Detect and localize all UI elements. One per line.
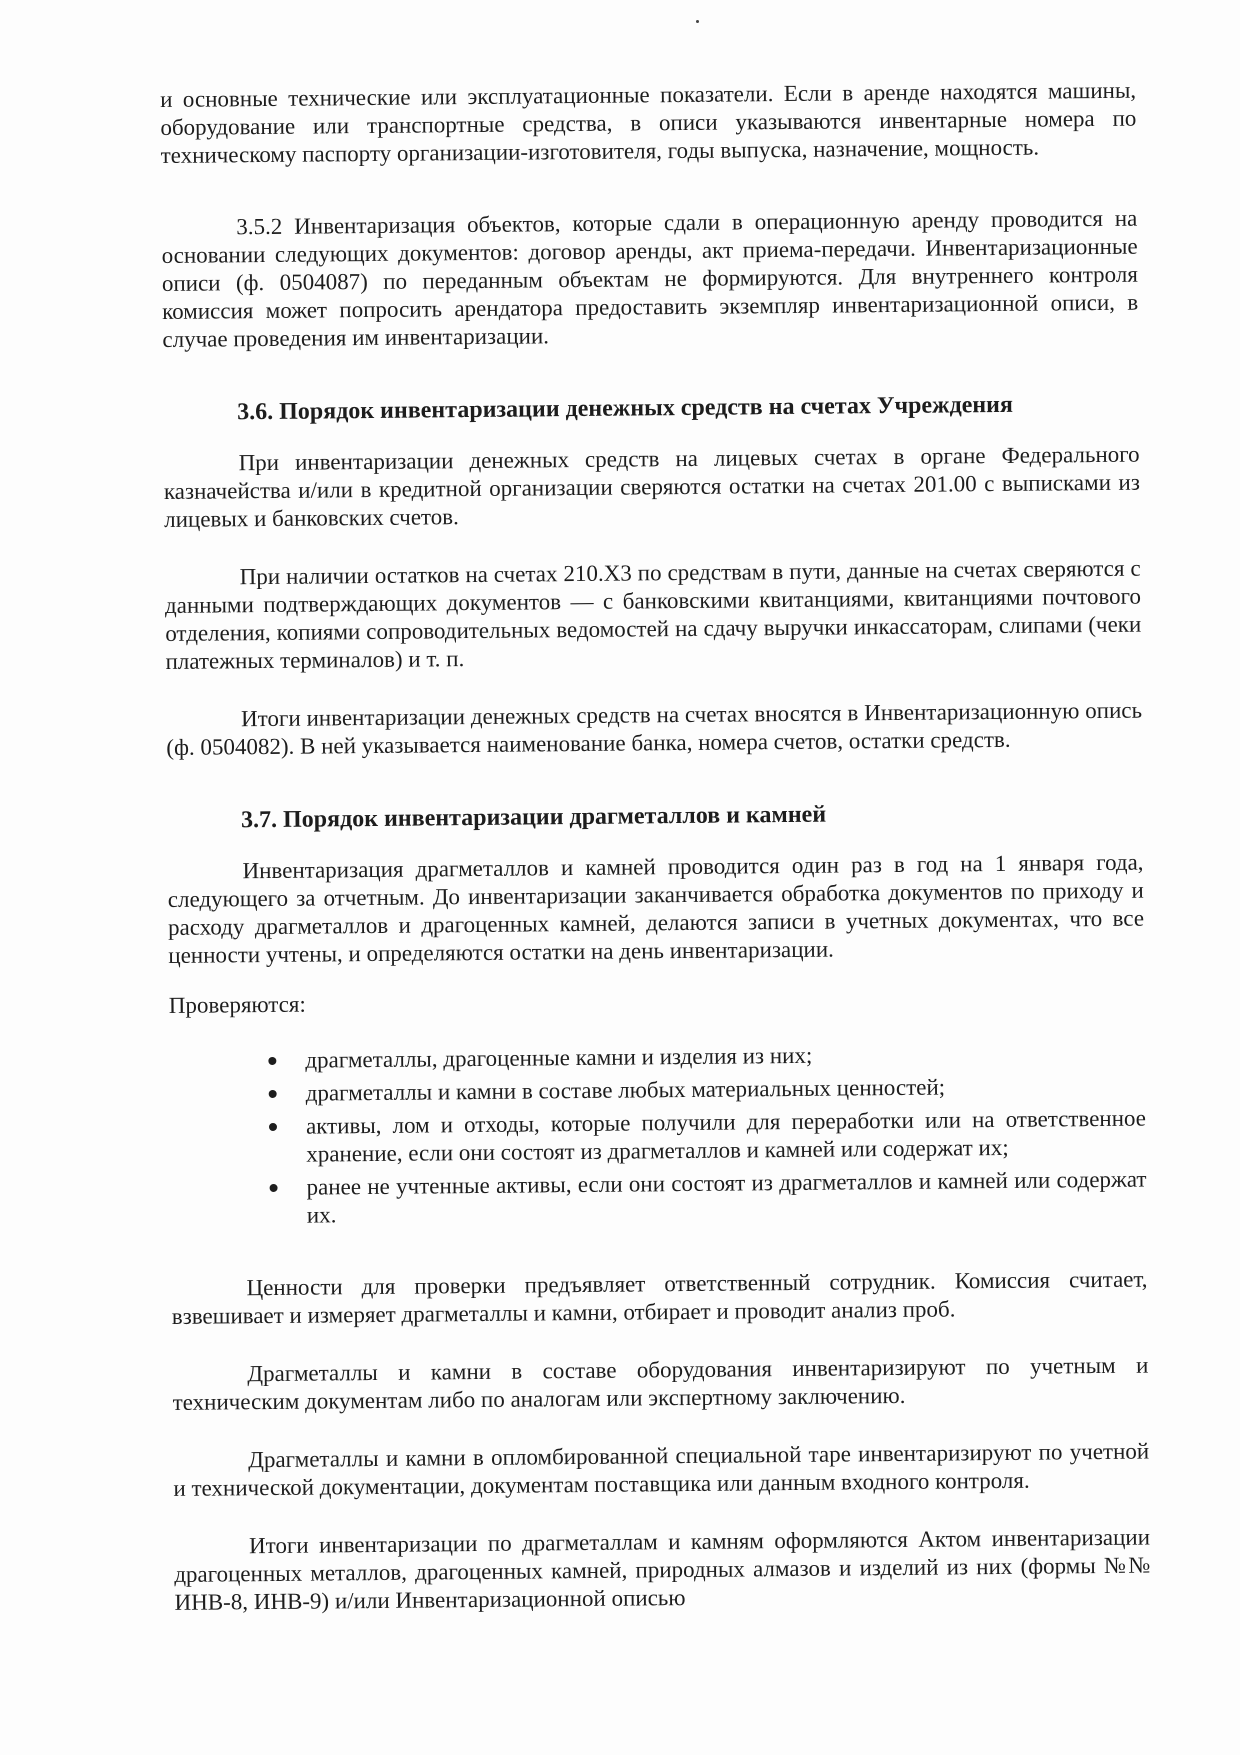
paragraph-checked-label: Проверяются: <box>168 991 306 1018</box>
paragraph-metals-results: Итоги инвентаризации по драгметаллам и камням оформляются Актом инвентаризации драгоценных металлов, драгоценных камней, природных алмазов и изделий из них (формы №№ ИНВ-8, ИНВ-9) и/или Инвентаризационной описью <box>174 1524 1151 1615</box>
list-item: активы, лом и отходы, которые получили для переработки или на ответственное хранение, если они состоят из драгметаллов и камней или содержат их; <box>305 1105 1147 1167</box>
list-item: драгметаллы, драгоценные камни и изделия из них; <box>305 1039 1145 1075</box>
list-item: драгметаллы и камни в составе любых материальных ценностей; <box>306 1072 1146 1108</box>
checked-items-list <box>169 1039 1147 1231</box>
document-body <box>160 77 1151 1617</box>
paragraph-continuation: и основные технические или эксплуатационные показатели. Если в аренде находятся машины, оборудование или транспортные средства, в описи указываются инвентарные номера по техническому паспорту организации-изготовителя, годы выпуска, назначение, мощность. <box>160 77 1137 168</box>
section-heading-3-6: 3.6. Порядок инвентаризации денежных средств на счетах Учреждения <box>237 391 1014 426</box>
paragraph-precious-metals: Инвентаризация драгметаллов и камней проводится один раз в год на 1 января года, следующего за отчетным. До инвентаризации заканчивается обработка документов по приходу и расходу драгметаллов и драгоценных камней, делаются записи в учетных документах, что все ценности учтены, и определяются остатки на день инвентаризации. <box>167 849 1145 968</box>
paragraph-cash-results: Итоги инвентаризации денежных средств на счетах вносятся в Инвентаризационную опись (ф. 0504082). В ней указывается наименование банка, номера счетов, остатки средств. <box>166 697 1143 760</box>
paragraph-equipment-metals: Драгметаллы и камни в составе оборудования инвентаризируют по учетным и техническим документам либо по аналогам или экспертному заключению. <box>172 1352 1149 1415</box>
paragraph-cash-in-transit: При наличии остатков на счетах 210.Х3 по средствам в пути, данные на счетах сверяются с данными подтверждающих документов — с банковскими квитанциями, квитанциями почтового отделения, копиями сопроводительных ведомостей на сдачу выручки инкассаторам, слипами (чеки платежных терминалов) и т. п. <box>164 555 1142 674</box>
paragraph-3-5-2: 3.5.2 Инвентаризация объектов, которые сдали в операционную аренду проводится на основании следующих документов: договор аренды, акт приема-передачи. Инвентаризационные описи (ф. 0504087) по переданным объектам не формируются. Для внутреннего контроля комиссия может попросить арендатора предоставить экземпляр инвентаризационной описи, в случае проведения им инвентаризации. <box>161 205 1139 352</box>
scan-speck <box>696 20 699 23</box>
list-item: ранее не учтенные активы, если они состоят из драгметаллов и камней или содержат их. <box>306 1166 1147 1228</box>
paragraph-valuables-check: Ценности для проверки предъявляет ответственный сотрудник. Комиссия считает, взвешивает и измеряет драгметаллы и камни, отбирает и проводит анализ проб. <box>171 1266 1148 1329</box>
section-heading-3-7: 3.7. Порядок инвентаризации драгметаллов и камней <box>240 801 827 834</box>
paragraph-sealed-containers: Драгметаллы и камни в опломбированной специальной таре инвентаризируют по учетной и технической документации, документам поставщика или данным входного контроля. <box>173 1438 1150 1501</box>
paragraph-cash-accounts: При инвентаризации денежных средств на лицевых счетах в органе Федерального казначейства и/или в кредитной организации сверяются остатки на счетах 201.00 с выписками из лицевых и банковских счетов. <box>163 441 1140 532</box>
